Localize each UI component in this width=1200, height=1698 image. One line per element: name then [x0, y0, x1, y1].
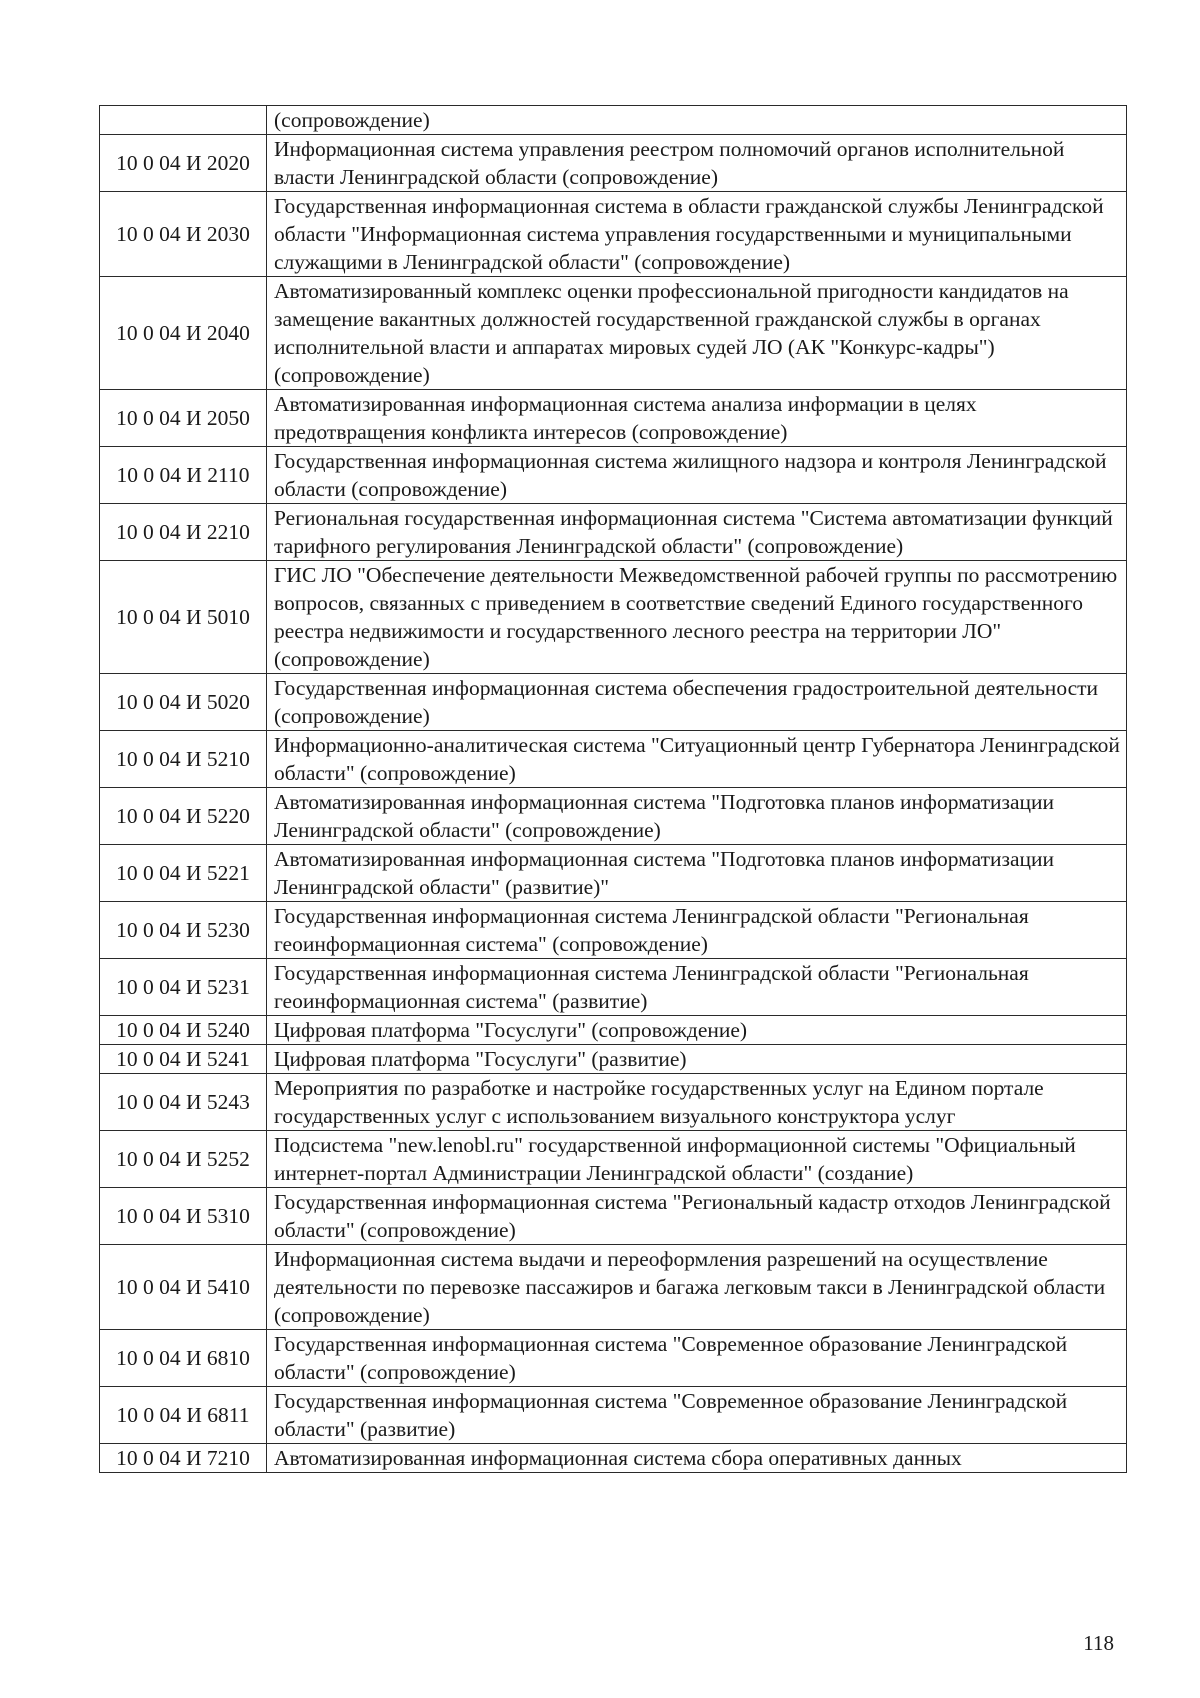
- row-description: Государственная информационная система Ленинградской области "Региональная геоинформационная система" (сопровождение): [267, 902, 1127, 959]
- row-code: 10 0 04 И 2020: [100, 135, 267, 192]
- row-code: 10 0 04 И 2110: [100, 447, 267, 504]
- row-description: Автоматизированная информационная система сбора оперативных данных: [267, 1444, 1127, 1473]
- row-code: 10 0 04 И 6811: [100, 1387, 267, 1444]
- page-number: 118: [1083, 1631, 1114, 1655]
- row-description: Автоматизированный комплекс оценки профессиональной пригодности кандидатов на замещение вакантных должностей государственной гражданской службы в органах исполнительной власти и аппаратах мировых судей ЛО (АК "Конкурс-кадры") (сопровождение): [267, 277, 1127, 390]
- table-row: [100, 1188, 1127, 1245]
- table-row: [100, 1245, 1127, 1330]
- table-row: [100, 192, 1127, 277]
- table-row: [100, 788, 1127, 845]
- row-description: Государственная информационная система жилищного надзора и контроля Ленинградской области (сопровождение): [267, 447, 1127, 504]
- table-row: [100, 1330, 1127, 1387]
- row-code: 10 0 04 И 5231: [100, 959, 267, 1016]
- table-row: [100, 1016, 1127, 1045]
- row-description: ГИС ЛО "Обеспечение деятельности Межведомственной рабочей группы по рассмотрению вопросов, связанных с приведением в соответствие сведений Единого государственного реестра недвижимости и государственного лесного реестра на территории ЛО" (сопровождение): [267, 561, 1127, 674]
- row-code: 10 0 04 И 5240: [100, 1016, 267, 1045]
- table-row: [100, 135, 1127, 192]
- row-description: Государственная информационная система "Региональный кадастр отходов Ленинградской области" (сопровождение): [267, 1188, 1127, 1245]
- table-row: [100, 674, 1127, 731]
- table-row: [100, 447, 1127, 504]
- table-row: [100, 845, 1127, 902]
- row-description: Цифровая платформа "Госуслуги" (сопровождение): [267, 1016, 1127, 1045]
- table-row: [100, 390, 1127, 447]
- row-code: 10 0 04 И 2040: [100, 277, 267, 390]
- table-body: [100, 106, 1127, 1473]
- row-description: Региональная государственная информационная система "Система автоматизации функций тарифного регулирования Ленинградской области" (сопровождение): [267, 504, 1127, 561]
- row-description: Автоматизированная информационная система "Подготовка планов информатизации Ленинградской области" (развитие)": [267, 845, 1127, 902]
- row-code: 10 0 04 И 7210: [100, 1444, 267, 1473]
- row-description: Государственная информационная система "Современное образование Ленинградской области" (развитие): [267, 1387, 1127, 1444]
- row-code: 10 0 04 И 5220: [100, 788, 267, 845]
- row-code: 10 0 04 И 2050: [100, 390, 267, 447]
- table-row: [100, 902, 1127, 959]
- row-description: Автоматизированная информационная система анализа информации в целях предотвращения конфликта интересов (сопровождение): [267, 390, 1127, 447]
- table-row: [100, 106, 1127, 135]
- table-row: [100, 504, 1127, 561]
- table-row: [100, 959, 1127, 1016]
- row-description: Мероприятия по разработке и настройке государственных услуг на Едином портале государственных услуг с использованием визуального конструктора услуг: [267, 1074, 1127, 1131]
- row-code: 10 0 04 И 6810: [100, 1330, 267, 1387]
- table-row: [100, 731, 1127, 788]
- row-description: Информационная система выдачи и переоформления разрешений на осуществление деятельности по перевозке пассажиров и багажа легковым такси в Ленинградской области (сопровождение): [267, 1245, 1127, 1330]
- table-row: [100, 1444, 1127, 1473]
- row-description: Информационно-аналитическая система "Ситуационный центр Губернатора Ленинградской области" (сопровождение): [267, 731, 1127, 788]
- table-row: [100, 561, 1127, 674]
- row-code: 10 0 04 И 5310: [100, 1188, 267, 1245]
- row-description: Государственная информационная система в области гражданской службы Ленинградской области "Информационная система управления государственными и муниципальными служащими в Ленинградской области" (сопровождение): [267, 192, 1127, 277]
- row-code: 10 0 04 И 5221: [100, 845, 267, 902]
- row-description: Информационная система управления реестром полномочий органов исполнительной власти Ленинградской области (сопровождение): [267, 135, 1127, 192]
- table-row: [100, 1045, 1127, 1074]
- row-code: 10 0 04 И 5210: [100, 731, 267, 788]
- row-description: Государственная информационная система "Современное образование Ленинградской области" (сопровождение): [267, 1330, 1127, 1387]
- row-code: [100, 106, 267, 135]
- row-code: 10 0 04 И 5010: [100, 561, 267, 674]
- table-row: [100, 1074, 1127, 1131]
- row-description: Цифровая платформа "Госуслуги" (развитие): [267, 1045, 1127, 1074]
- row-code: 10 0 04 И 5410: [100, 1245, 267, 1330]
- budget-table: [99, 105, 1127, 1473]
- row-code: 10 0 04 И 5243: [100, 1074, 267, 1131]
- row-description: Подсистема "new.lenobl.ru" государственной информационной системы "Официальный интернет-портал Администрации Ленинградской области" (создание): [267, 1131, 1127, 1188]
- row-code: 10 0 04 И 2030: [100, 192, 267, 277]
- row-code: 10 0 04 И 5241: [100, 1045, 267, 1074]
- table-row: [100, 277, 1127, 390]
- row-description: Государственная информационная система Ленинградской области "Региональная геоинформационная система" (развитие): [267, 959, 1127, 1016]
- row-description: Государственная информационная система обеспечения градостроительной деятельности (сопровождение): [267, 674, 1127, 731]
- table-row: [100, 1387, 1127, 1444]
- row-code: 10 0 04 И 2210: [100, 504, 267, 561]
- row-code: 10 0 04 И 5020: [100, 674, 267, 731]
- row-description: Автоматизированная информационная система "Подготовка планов информатизации Ленинградской области" (сопровождение): [267, 788, 1127, 845]
- row-code: 10 0 04 И 5252: [100, 1131, 267, 1188]
- row-code: 10 0 04 И 5230: [100, 902, 267, 959]
- row-description: (сопровождение): [267, 106, 1127, 135]
- table-row: [100, 1131, 1127, 1188]
